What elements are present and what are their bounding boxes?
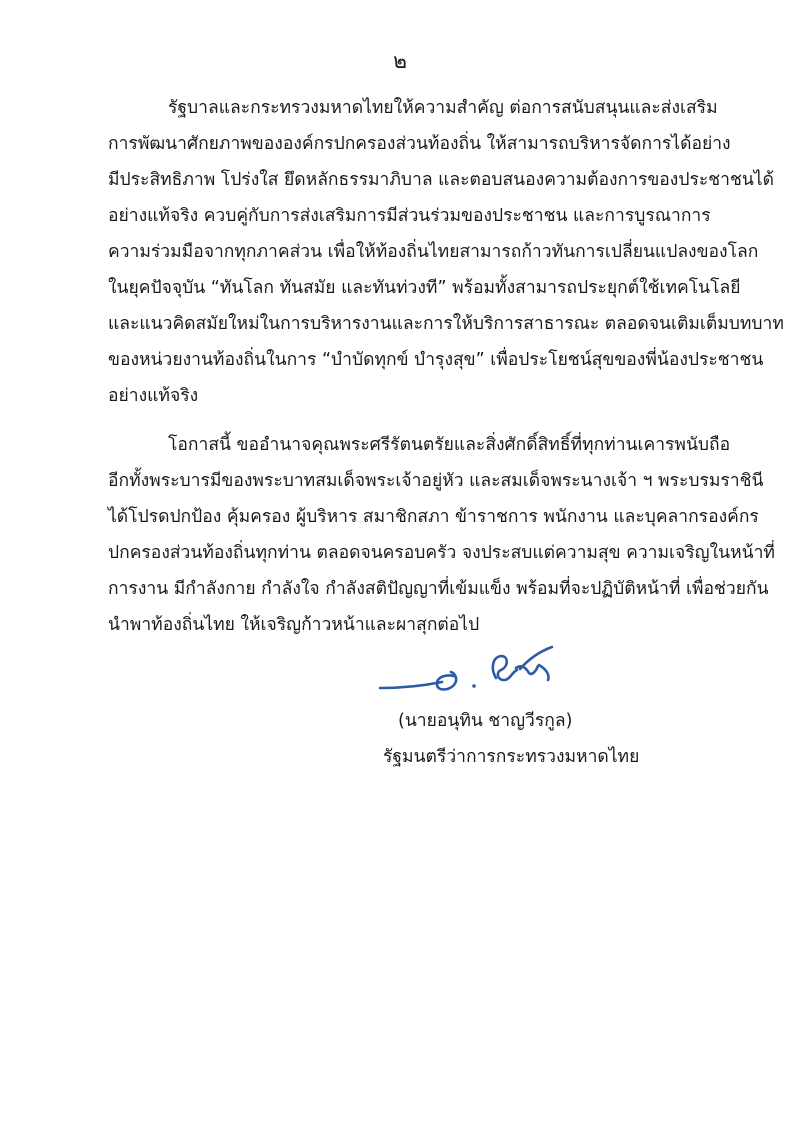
paragraph-line: ได้โปรดปกป้อง คุ้มครอง ผู้บริหาร สมาชิกสภา ข้าราชการ พนักงาน และบุคลากรองค์กร <box>108 507 759 527</box>
paragraph-line: ในยุคปัจจุบัน “ทันโลก ทันสมัย และทันท่วงที” พร้อมทั้งสามารถประยุกต์ใช้เทคโนโลยี <box>108 278 741 298</box>
signatory-title: รัฐมนตรีว่าการกระทรวงมหาดไทย <box>383 747 640 767</box>
paragraph-line: ความร่วมมือจากทุกภาคส่วน เพื่อให้ท้องถิ่นไทยสามารถก้าวทันการเปลี่ยนแปลงของโลก <box>108 242 759 262</box>
paragraph-line: มีประสิทธิภาพ โปร่งใส ยึดหลักธรรมาภิบาล และตอบสนองความต้องการของประชาชนได้ <box>108 170 774 190</box>
paragraph-line: อย่างแท้จริง <box>108 386 199 406</box>
paragraph-line: โอกาสนี้ ขออำนาจคุณพระศรีรัตนตรัยและสิ่งศักดิ์สิทธิ์ที่ทุกท่านเคารพนับถือ <box>168 435 731 455</box>
paragraph-line: นำพาท้องถิ่นไทย ให้เจริญก้าวหน้าและผาสุกต่อไป <box>108 615 480 635</box>
paragraph-line: ปกครองส่วนท้องถิ่นทุกท่าน ตลอดจนครอบครัว จงประสบแต่ความสุข ความเจริญในหน้าที่ <box>108 543 775 563</box>
signatory-name: (นายอนุทิน ชาญวีรกูล) <box>398 711 573 731</box>
paragraph-line: และแนวคิดสมัยใหม่ในการบริหารงานและการให้บริการสาธารณะ ตลอดจนเติมเต็มบทบาท <box>108 314 784 334</box>
page-number: ๒ <box>393 49 407 73</box>
handwritten-signature <box>370 638 580 718</box>
paragraph-line: อย่างแท้จริง ควบคู่กับการส่งเสริมการมีส่วนร่วมของประชาชน และการบูรณาการ <box>108 206 711 226</box>
paragraph-line: การพัฒนาศักยภาพขององค์กรปกครองส่วนท้องถิ่น ให้สามารถบริหารจัดการได้อย่าง <box>108 134 731 154</box>
paragraph-line: อีกทั้งพระบารมีของพระบาทสมเด็จพระเจ้าอยู่หัว และสมเด็จพระนางเจ้า ฯ พระบรมราชินี <box>108 471 764 491</box>
paragraph-line: รัฐบาลและกระทรวงมหาดไทยให้ความสำคัญ ต่อการสนับสนุนและส่งเสริม <box>168 98 718 118</box>
paragraph-line: ของหน่วยงานท้องถิ่นในการ “บำบัดทุกข์ บำรุงสุข” เพื่อประโยชน์สุขของพี่น้องประชาชน <box>108 350 764 370</box>
paragraph-line: การงาน มีกำลังกาย กำลังใจ กำลังสติปัญญาที่เข้มแข็ง พร้อมที่จะปฏิบัติหน้าที่ เพื่อช่วยกัน <box>108 579 769 599</box>
